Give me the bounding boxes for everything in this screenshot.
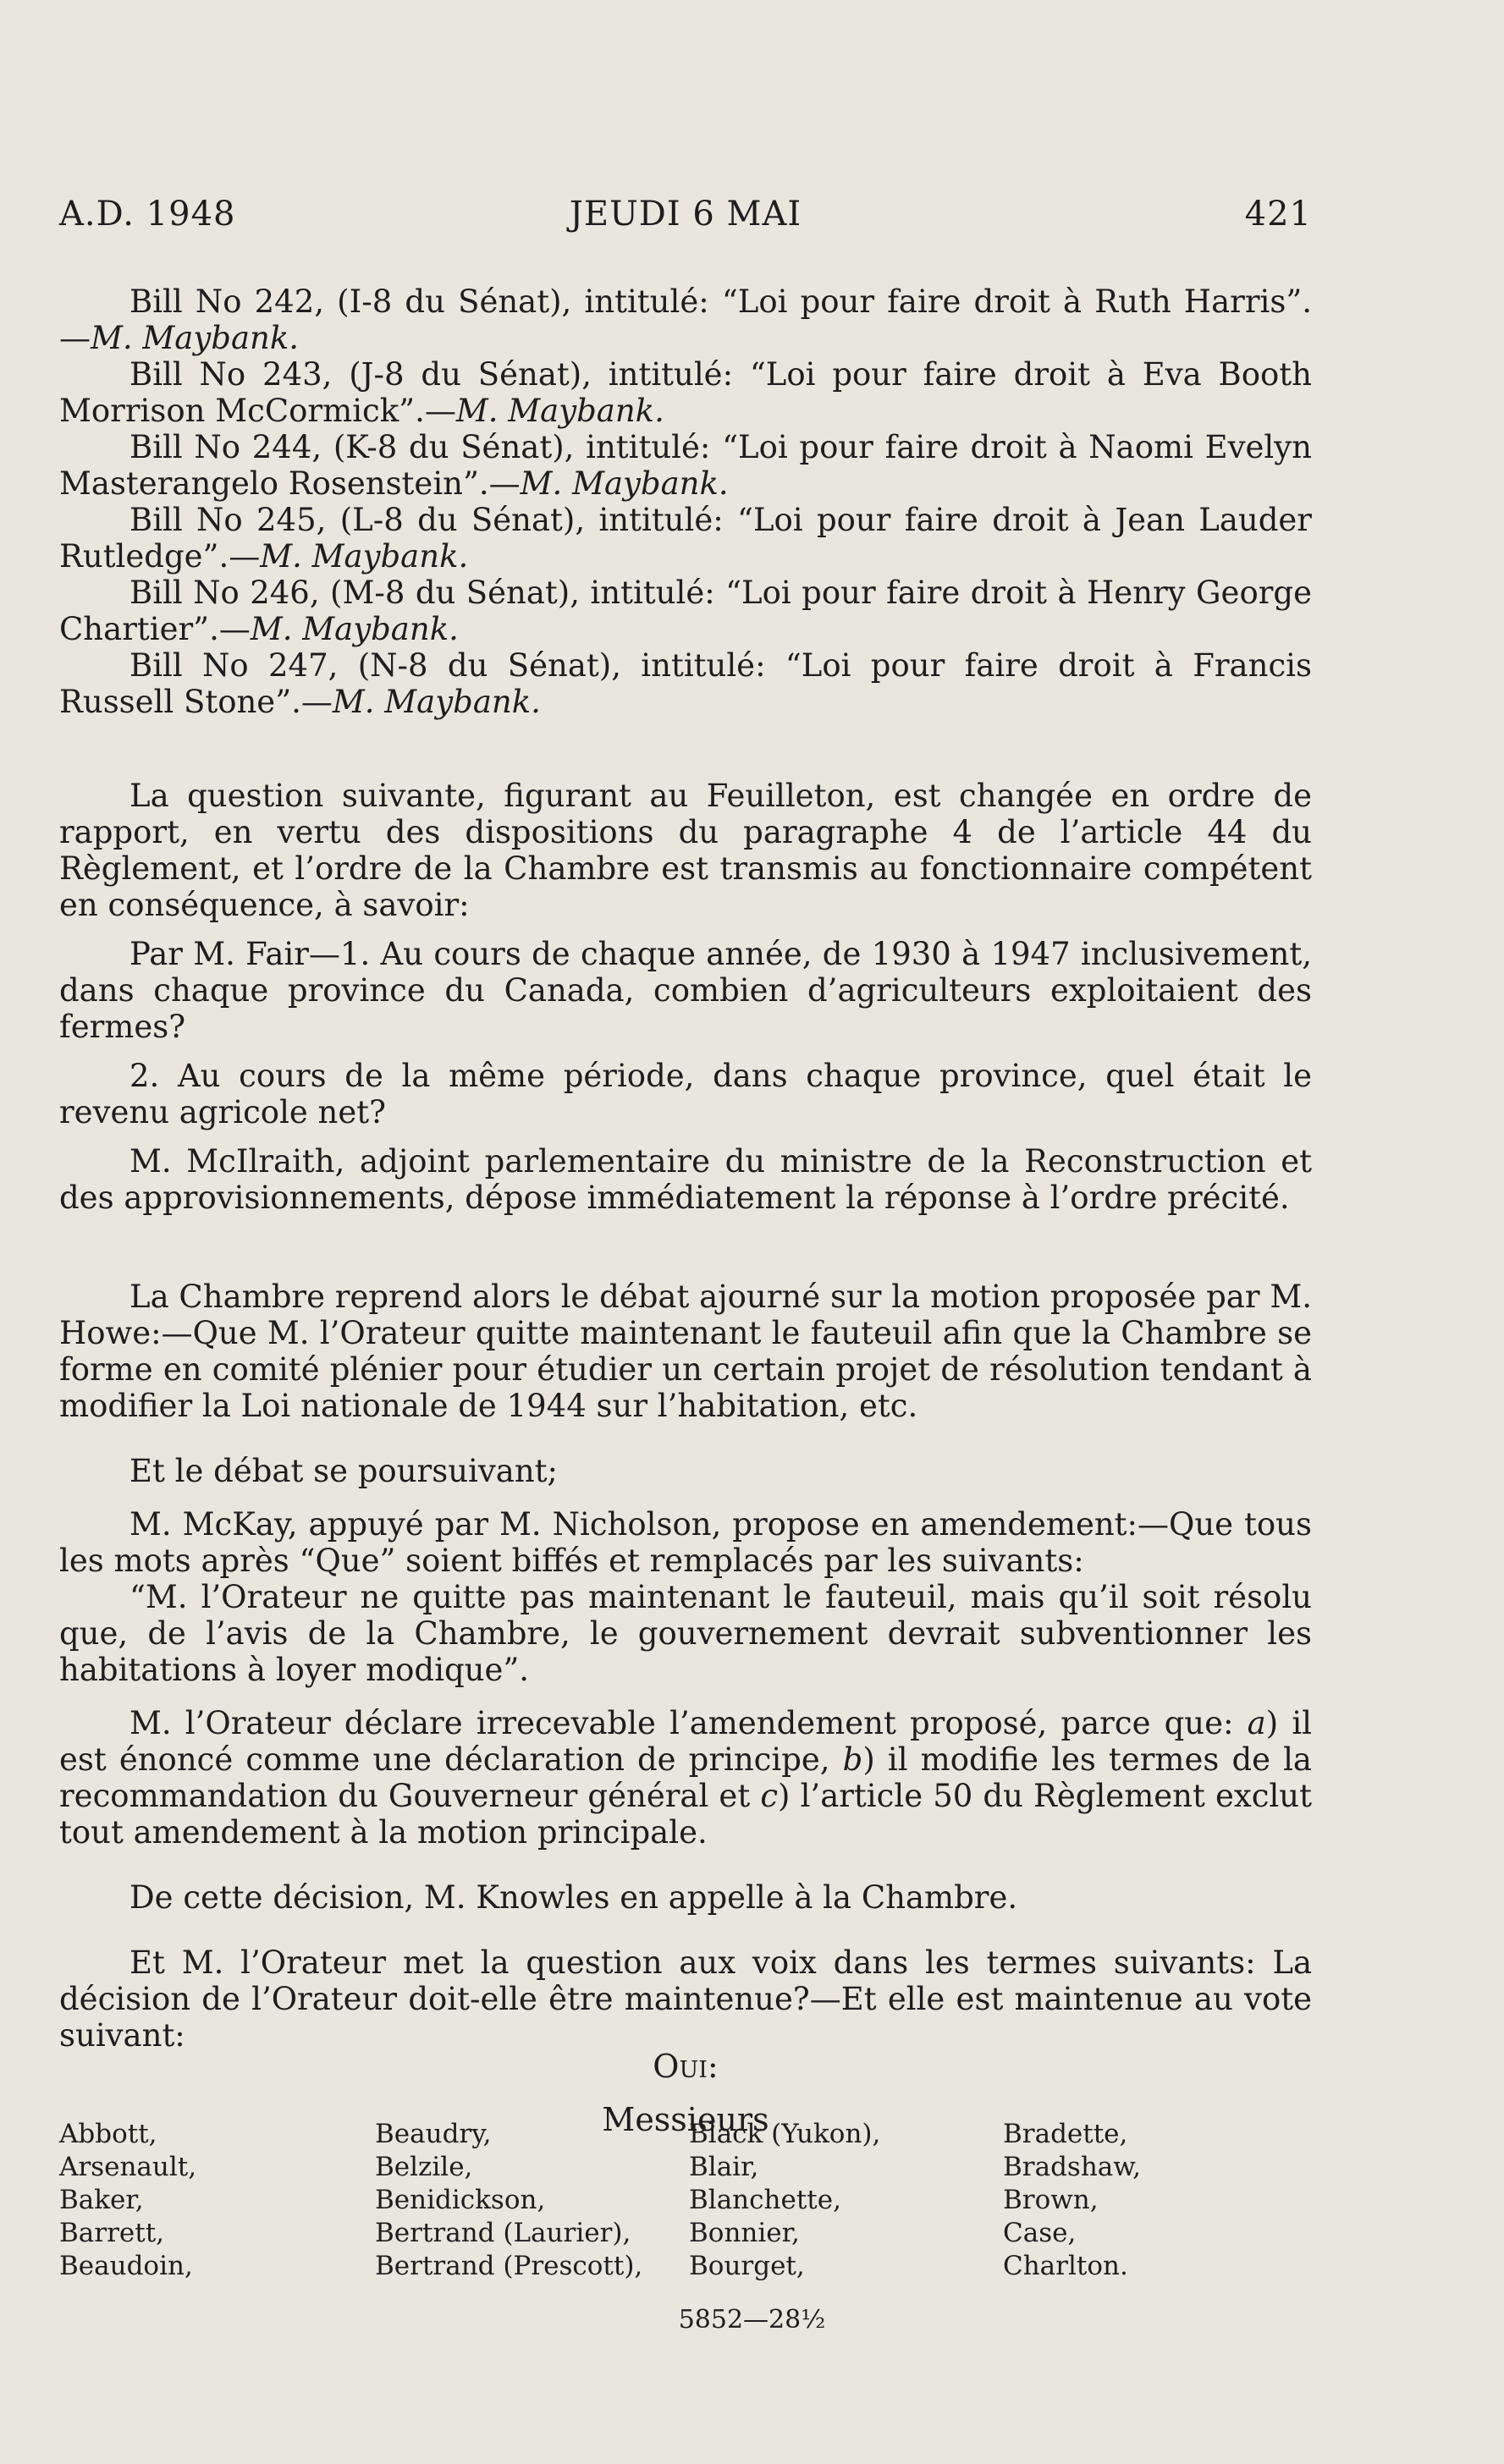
debate-resume: La Chambre reprend alors le débat ajourné sur la motion proposée par M. Howe:—Que M. l’Orateur quitte maintenant le fauteuil afin que la Chambre se forme en comité plénier pour étudier un certain projet de résolution tendant à modifier la Loi nationale de 1944 sur l’habitation, etc. bbox=[59, 1279, 1312, 1424]
bill-entry bbox=[59, 575, 1312, 647]
bill-entry bbox=[59, 647, 1312, 720]
debate-continue: Et le débat se poursuivant; bbox=[129, 1453, 558, 1489]
question-reply: M. McIlraith, adjoint parlementaire du ministre de la Reconstruction et des approvisionnements, dépose immédiatement la réponse à l’ordre précité. bbox=[59, 1143, 1312, 1216]
speaker-ruling bbox=[59, 1705, 1312, 1851]
member-name: Barrett, bbox=[59, 2218, 165, 2248]
names-column bbox=[1003, 2118, 1141, 2283]
member-name: Beaudoin, bbox=[59, 2251, 193, 2281]
bill-sponsor: M. Maybank. bbox=[455, 393, 664, 429]
member-name: Bertrand (Laurier), bbox=[375, 2218, 631, 2248]
member-name: Bonnier, bbox=[689, 2218, 800, 2248]
member-name: Beaudry, bbox=[375, 2119, 492, 2149]
names-column bbox=[375, 2118, 642, 2283]
bill-text: Bill No 245, (L-8 du Sénat), intitulé: “Loi pour faire droit à Jean Lauder Rutledge”.— bbox=[59, 502, 1312, 575]
bill-entry bbox=[59, 429, 1312, 502]
bill-entry bbox=[59, 283, 1312, 356]
member-name: Charlton. bbox=[1003, 2251, 1128, 2281]
names-column bbox=[59, 2118, 196, 2283]
vote-subheading: Messieurs bbox=[602, 2101, 769, 2138]
bill-entry bbox=[59, 502, 1312, 575]
header-date: JEUDI 6 MAI bbox=[569, 195, 802, 234]
appeal: De cette décision, M. Knowles en appelle à la Chambre. bbox=[129, 1879, 1018, 1916]
member-name: Arsenault, bbox=[59, 2152, 197, 2182]
member-name: Case, bbox=[1003, 2218, 1077, 2248]
member-name: Bradette, bbox=[1003, 2119, 1128, 2149]
member-name: Benidickson, bbox=[375, 2185, 546, 2215]
amendment-text: “M. l’Orateur ne quitte pas maintenant le fauteuil, mais qu’il soit résolu que, de l’avis de la Chambre, le gouvernement devrait subventionner les habitations à loyer modique”. bbox=[59, 1579, 1312, 1688]
bill-entry bbox=[59, 356, 1312, 429]
bill-sponsor: M. Maybank. bbox=[520, 465, 729, 502]
bill-text: Bill No 244, (K-8 du Sénat), intitulé: “Loi pour faire droit à Naomi Evelyn Masterangelo Rosenstein”.— bbox=[59, 429, 1312, 502]
question-1: Par M. Fair—1. Au cours de chaque année, de 1930 à 1947 inclusivement, dans chaque province du Canada, combien d’agriculteurs exploitaient des fermes? bbox=[59, 936, 1312, 1045]
names-column bbox=[689, 2118, 880, 2283]
member-name: Abbott, bbox=[59, 2119, 157, 2149]
ruling-text: ) il modifie les termes de la recommandation du Gouverneur général et bbox=[59, 1741, 1312, 1814]
member-name: Belzile, bbox=[375, 2152, 473, 2182]
vote-heading: Oui: bbox=[653, 2048, 719, 2085]
running-header bbox=[59, 195, 1312, 245]
ruling-text: ) l’article 50 du Règlement exclut tout amendement à la motion principale. bbox=[59, 1778, 1312, 1851]
page-number: 421 bbox=[1244, 195, 1312, 234]
ruling-text: ) il est énoncé comme une déclaration de principe, bbox=[59, 1705, 1312, 1778]
bill-sponsor: M. Maybank. bbox=[91, 320, 300, 356]
member-name: Bourget, bbox=[689, 2251, 805, 2281]
member-name: Blanchette, bbox=[689, 2185, 841, 2215]
member-name: Baker, bbox=[59, 2185, 144, 2215]
question-intro: La question suivante, figurant au Feuilleton, est changée en ordre de rapport, en vertu des dispositions du paragraphe 4 de l’article 44 du Règlement, et l’ordre de la Chambre est transmis au fonctionnaire compétent en conséquence, à savoir: bbox=[59, 778, 1312, 923]
ruling-letter: b bbox=[842, 1741, 863, 1778]
signature-mark: 5852—28½ bbox=[678, 2305, 826, 2335]
ruling-letter: a bbox=[1247, 1705, 1266, 1741]
bill-list bbox=[59, 283, 1312, 720]
page-body bbox=[59, 283, 1312, 2138]
question-2: 2. Au cours de la même période, dans chaque province, quel était le revenu agricole net? bbox=[59, 1058, 1312, 1130]
bill-text: Bill No 243, (J-8 du Sénat), intitulé: “Loi pour faire droit à Eva Booth Morrison McCormick”.— bbox=[59, 356, 1312, 429]
vote-question: Et M. l’Orateur met la question aux voix dans les termes suivants: La décision de l’Orateur doit-elle être maintenue?—Et elle est maintenue au vote suivant: bbox=[59, 1944, 1312, 2054]
bill-text: Bill No 246, (M-8 du Sénat), intitulé: “Loi pour faire droit à Henry George Chartier”.— bbox=[59, 575, 1312, 647]
member-name: Blair, bbox=[689, 2152, 759, 2182]
bill-text: Bill No 247, (N-8 du Sénat), intitulé: “Loi pour faire droit à Francis Russell Stone”.— bbox=[59, 647, 1312, 720]
ruling-text: M. l’Orateur déclare irrecevable l’amendement proposé, parce que: bbox=[129, 1705, 1248, 1741]
amendment-motion: M. McKay, appuyé par M. Nicholson, propose en amendement:—Que tous les mots après “Que” soient biffés et remplacés par les suivants: bbox=[59, 1506, 1312, 1579]
bill-text: Bill No 242, (I-8 du Sénat), intitulé: “Loi pour faire droit à Ruth Harris”. — bbox=[59, 283, 1312, 356]
member-name: Bertrand (Prescott), bbox=[375, 2251, 643, 2281]
member-name: Black (Yukon), bbox=[689, 2119, 881, 2149]
bill-sponsor: M. Maybank. bbox=[250, 611, 459, 647]
member-name: Brown, bbox=[1003, 2185, 1099, 2215]
ruling-letter: c bbox=[760, 1778, 779, 1814]
bill-sponsor: M. Maybank. bbox=[260, 538, 469, 575]
bill-sponsor: M. Maybank. bbox=[332, 684, 541, 720]
member-name: Bradshaw, bbox=[1003, 2152, 1141, 2182]
header-year: A.D. 1948 bbox=[59, 195, 236, 234]
